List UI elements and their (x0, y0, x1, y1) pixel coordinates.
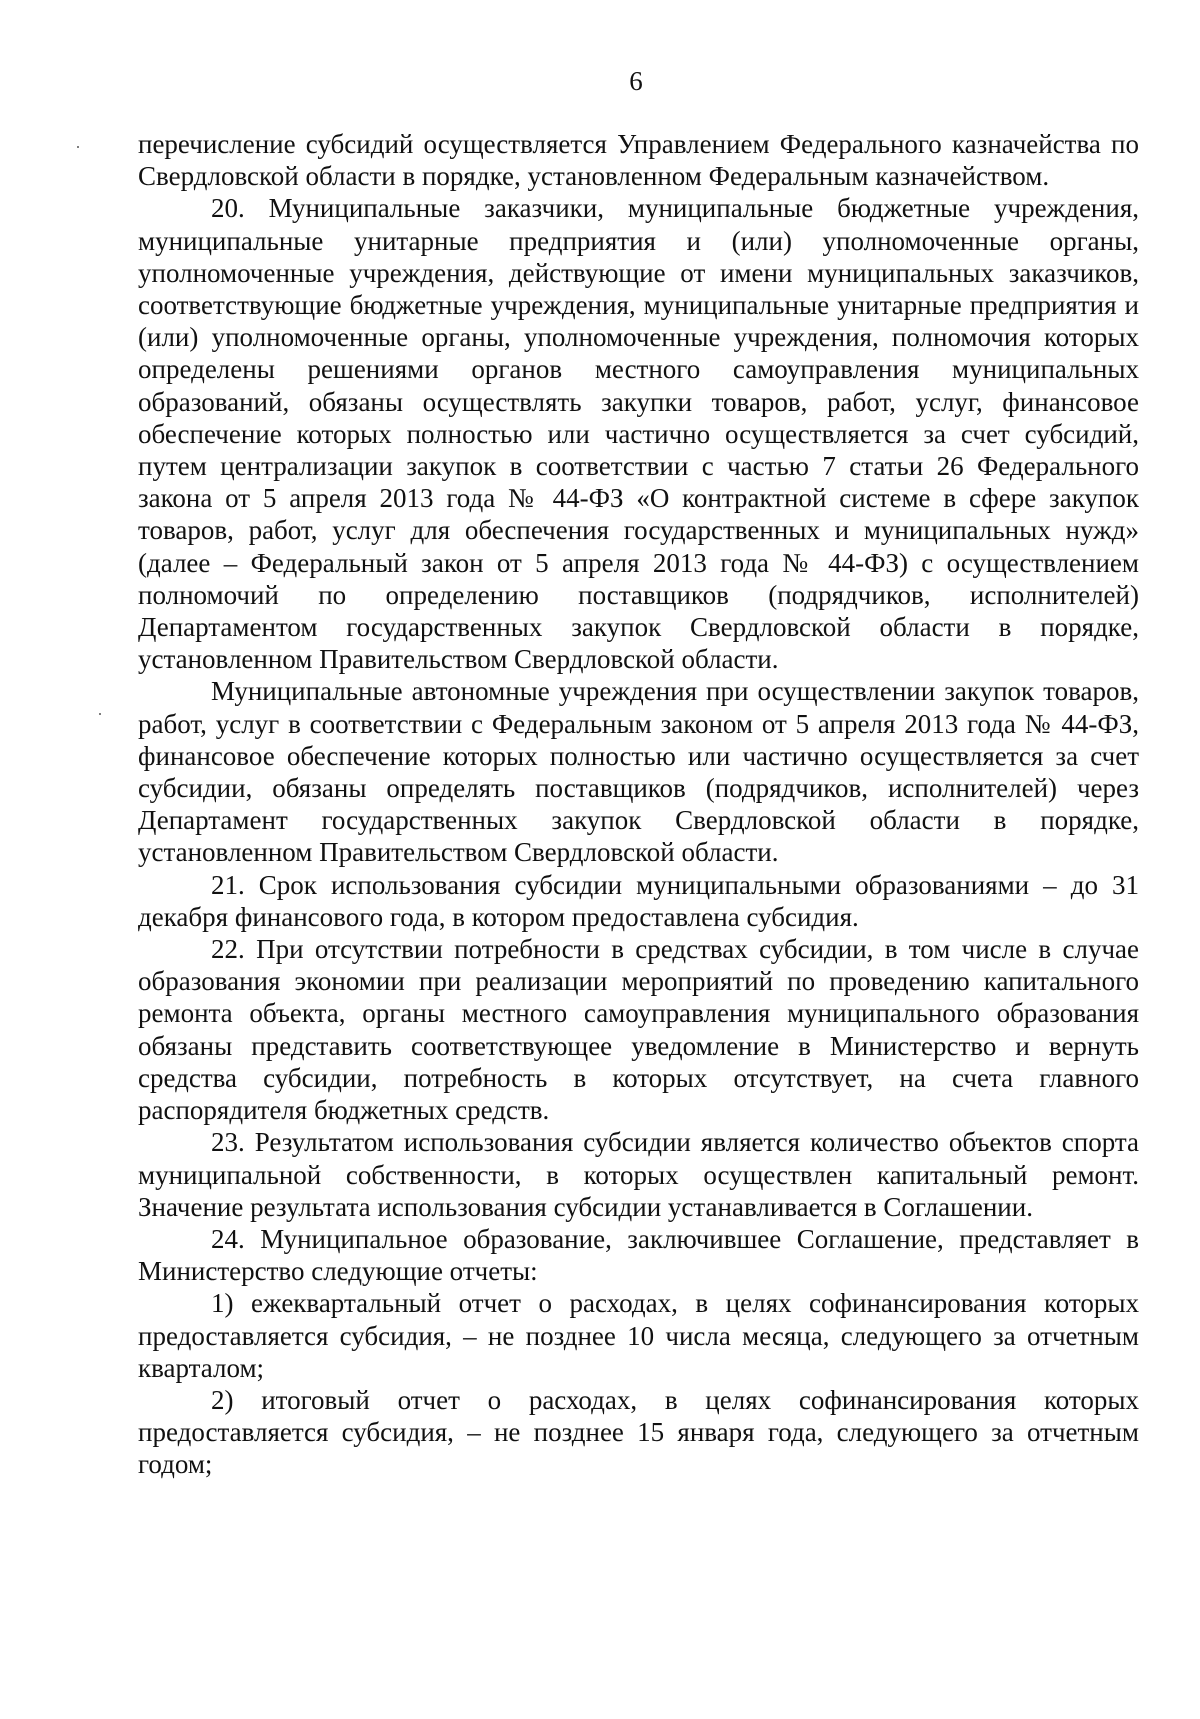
list-item-report-2: 2) итоговый отчет о расходах, в целях софинансирования которых предоставляется субсидия, – не позднее 15 января года, следующего за отчетным годом; (138, 1384, 1139, 1480)
document-body (138, 128, 1139, 1481)
scan-speck (99, 713, 101, 715)
paragraph-clause-22: 22. При отсутствии потребности в средствах субсидии, в том числе в случае образования экономии при реализации мероприятий по проведению капитального ремонта объекта, органы местного самоуправления муниципального образования обязаны представить соответствующее уведомление в Министерство и вернуть средства субсидии, потребность в которых отсутствует, на счета главного распорядителя бюджетных средств. (138, 934, 1139, 1126)
paragraph-autonomous-institutions: Муниципальные автономные учреждения при осуществлении закупок товаров, работ, услуг в соответствии с Федеральным законом от 5 апреля 2013 года № 44-ФЗ, финансовое обеспечение которых полностью или частично осуществляется за счет субсидии, обязаны определять поставщиков (подрядчиков, исполнителей) через Департамент государственных закупок Свердловской области в порядке, установленном Правительством Свердловской области. (138, 676, 1139, 868)
paragraph-clause-20: 20. Муниципальные заказчики, муниципальные бюджетные учреждения, муниципальные унитарные предприятия и (или) уполномоченные органы, уполномоченные учреждения, действующие от имени муниципальных заказчиков, соответствующие бюджетные учреждения, муниципальные унитарные предприятия и (или) уполномоченные органы, уполномоченные учреждения, полномочия которых определены решениями органов местного самоуправления муниципальных образований, обязаны осуществлять закупки товаров, работ, услуг, финансовое обеспечение которых полностью или частично осуществляется за счет субсидий, путем централизации закупок в соответствии с частью 7 статьи 26 Федерального закона от 5 апреля 2013 года № 44-ФЗ «О контрактной системе в сфере закупок товаров, работ, услуг для обеспечения государственных и муниципальных нужд» (далее – Федеральный закон от 5 апреля 2013 года № 44-ФЗ) с осуществлением полномочий по определению поставщиков (подрядчиков, исполнителей) Департаментом государственных закупок Свердловской области в порядке, установленном Правительством Свердловской области. (138, 193, 1139, 675)
page-number: 6 (629, 66, 643, 96)
paragraph-clause-24: 24. Муниципальное образование, заключившее Соглашение, представляет в Министерство следующие отчеты: (138, 1223, 1139, 1287)
paragraph-continuation: перечисление субсидий осуществляется Управлением Федерального казначейства по Свердловской области в порядке, установленном Федеральным казначейством. (138, 129, 1139, 192)
scan-speck (77, 146, 79, 148)
paragraph-clause-23: 23. Результатом использования субсидии является количество объектов спорта муниципальной собственности, в которых осуществлен капитальный ремонт. Значение результата использования субсидии устанавливается в Соглашении. (138, 1127, 1139, 1222)
list-item-report-1: 1) ежеквартальный отчет о расходах, в целях софинансирования которых предоставляется субсидия, – не позднее 10 числа месяца, следующего за отчетным кварталом; (138, 1288, 1139, 1383)
paragraph-clause-21: 21. Срок использования субсидии муниципальными образованиями – до 31 декабря финансового года, в котором предоставлена субсидия. (138, 869, 1139, 932)
